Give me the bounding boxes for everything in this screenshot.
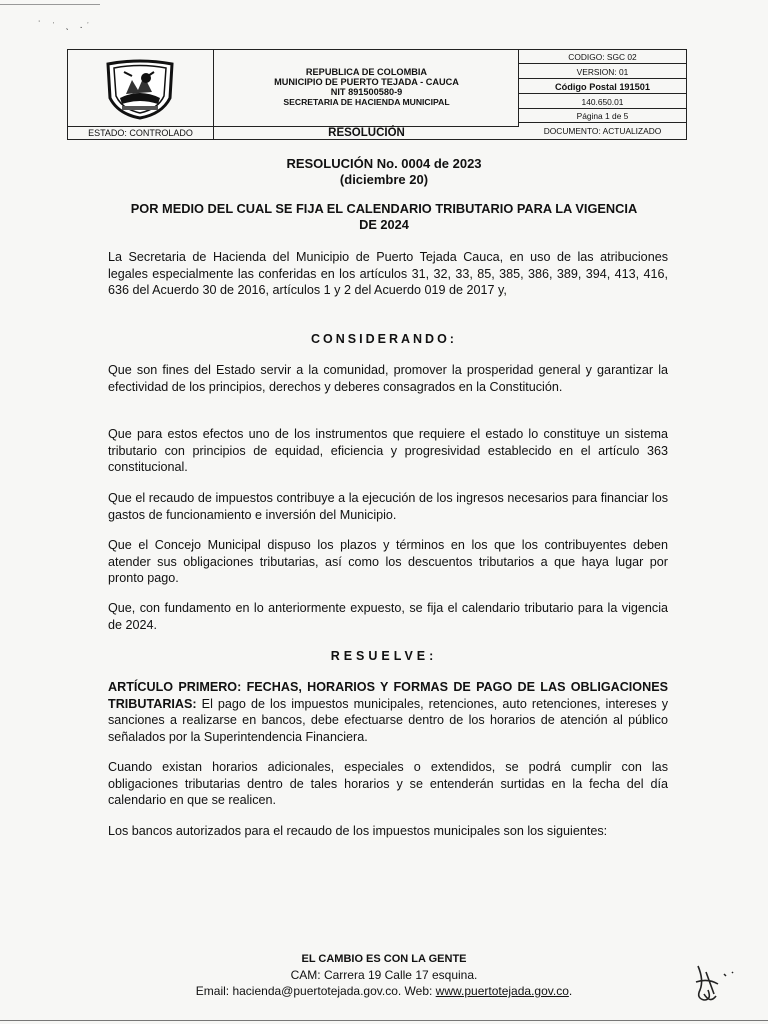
considerando-paragraph: Que el recaudo de impuestos contribuye a la ejecución de los ingresos necesarios para financiar los gastos de funcionamiento e inversión del Municipio.: [108, 491, 668, 522]
entity-cell: [214, 50, 519, 126]
resuelve-heading: RESUELVE:: [330, 649, 438, 663]
intro-paragraph: La Secretaria de Hacienda del Municipio de Puerto Tejada Cauca, en uso de las atribuciones legales especialmente las conferidas en los artículos 31, 32, 33, 85, 385, 386, 389, 394, 413, 416, 636 del Acuerdo 30 de 2016, artículos 1 y 2 del Acuerdo 019 de 2017 y,: [108, 250, 668, 297]
bancos-paragraph: Los bancos autorizados para el recaudo de los impuestos municipales son los siguientes:: [108, 824, 608, 838]
resolution-number: RESOLUCIÓN No. 0004 de 2023: [286, 156, 482, 171]
page-footer: [0, 951, 768, 999]
entity-line-municipality: MUNICIPIO DE PUERTO TEJADA - CAUCA: [274, 77, 459, 87]
estado-label: ESTADO: CONTROLADO: [68, 127, 214, 139]
resolution-date: (diciembre 20): [339, 172, 429, 187]
municipal-shield-logo: [102, 58, 178, 120]
control-info-cell: [519, 50, 686, 139]
entity-line-country: REPUBLICA DE COLOMBIA: [305, 67, 428, 77]
reference-number-label: 140.650.01: [519, 95, 686, 109]
document-header-table: [67, 49, 687, 140]
considerando-paragraph: Que, con fundamento en lo anteriormente expuesto, se fija el calendario tributario para la vigencia de 2024.: [108, 601, 668, 632]
handwritten-initials: [690, 960, 740, 1005]
version-label: VERSION: 01: [519, 65, 686, 79]
footer-email: Email: hacienda@puertotejada.gov.co. Web:: [195, 984, 436, 998]
horarios-paragraph: Cuando existan horarios adicionales, especiales o extendidos, se podrá cumplir con las obligaciones tributarias dentro de tales horarios y se entenderán surtidas en la fecha del día calendario en que se realicen.: [108, 760, 668, 807]
scan-specks: ˙ ˑ ˎ .ˑ: [38, 20, 94, 31]
documento-status-label: DOCUMENTO: ACTUALIZADO: [543, 126, 662, 136]
footer-slogan: EL CAMBIO ES CON LA GENTE: [301, 953, 467, 965]
considerando-paragraph: Que son fines del Estado servir a la comunidad, promover la prosperidad general y garantizar la efectividad de los principios, derechos y deberes consagrados en la Constitución.: [108, 363, 668, 394]
resolution-subject-line2: DE 2024: [359, 217, 409, 232]
considerando-paragraph: Que el Concejo Municipal dispuso los plazos y términos en los que los contribuyentes deben atender sus obligaciones tributarias, así como los descuentos tributarios a que haya lugar por pronto pago.: [108, 538, 668, 585]
articulo-primero-heading: ARTÍCULO PRIMERO: FECHAS, HORARIOS Y FORMAS DE PAGO DE LAS OBLIGACIONES TRIBUTARIAS:: [108, 680, 668, 711]
entity-line-office: SECRETARIA DE HACIENDA MUNICIPAL: [283, 97, 450, 107]
considerando-heading: CONSIDERANDO:: [311, 332, 457, 346]
footer-address: CAM: Carrera 19 Calle 17 esquina.: [290, 968, 478, 982]
page-number-label: Página 1 de 5: [519, 109, 686, 123]
footer-contact: [0, 983, 768, 999]
scan-edge-line: [0, 4, 100, 5]
logo-cell: [68, 50, 214, 126]
articulo-primero-text: El pago de los impuestos municipales, retenciones, auto retenciones, intereses y sanciones a realizarse en bancos, debe efectuarse dentro de los horarios de atención al público señalados por la Superintendencia Financiera.: [108, 696, 668, 744]
scan-bottom-edge: [0, 1020, 768, 1021]
resolution-subject-line1: POR MEDIO DEL CUAL SE FIJA EL CALENDARIO TRIBUTARIO PARA LA VIGENCIA: [130, 201, 638, 216]
codigo-label: CODIGO: SGC 02: [519, 50, 686, 64]
entity-line-nit: NIT 891500580-9: [330, 87, 403, 97]
header-bottom-row: [68, 126, 519, 139]
doc-type-label: RESOLUCIÓN: [328, 127, 405, 139]
considerando-paragraph: Que para estos efectos uno de los instrumentos que requiere el estado lo constituye un sistema tributario con principios de equidad, eficiencia y progresividad establecido en el artículo 363 constitucional.: [108, 427, 668, 474]
footer-web-link[interactable]: www.puertotejada.gov.co: [435, 984, 569, 998]
articulo-primero-paragraph: [108, 679, 668, 745]
postal-code-label: Código Postal 191501: [519, 80, 686, 94]
footer-web-suffix: .: [568, 984, 573, 998]
